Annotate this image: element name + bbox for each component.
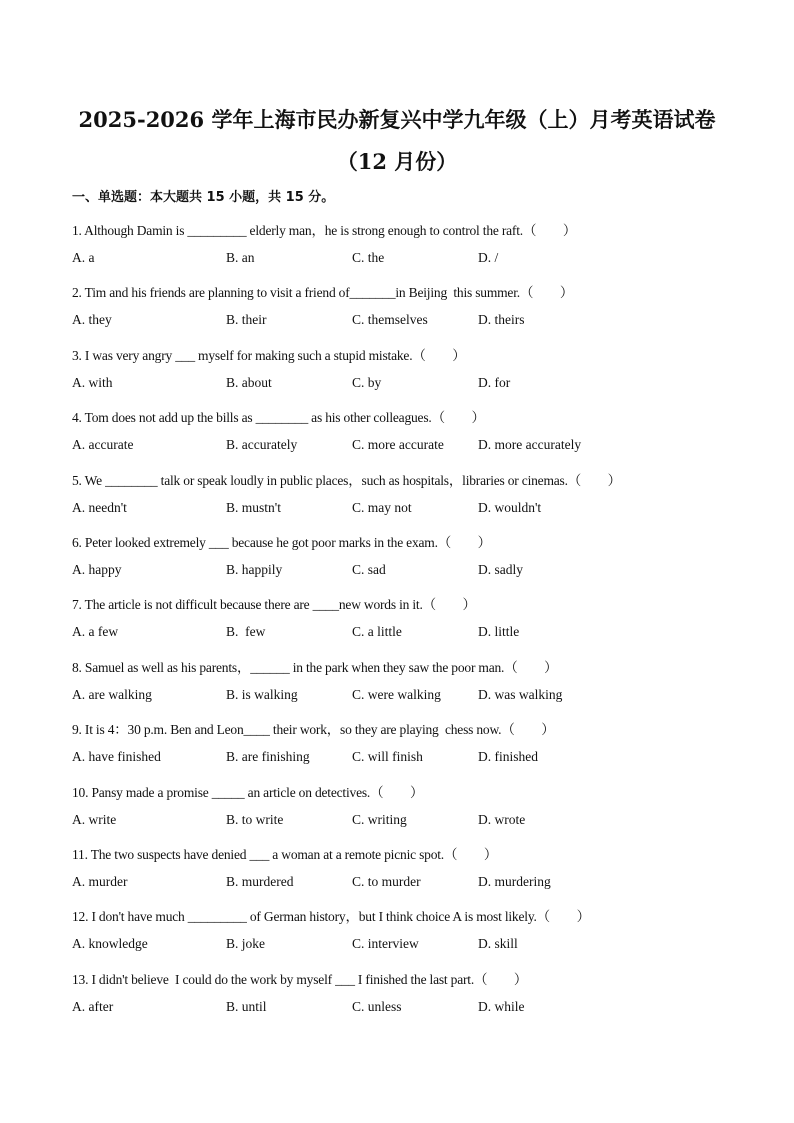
option-a[interactable]: A. with	[72, 375, 113, 390]
option-a[interactable]: A. are walking	[72, 687, 152, 702]
option-b[interactable]: B. few	[226, 624, 266, 639]
option-row	[72, 749, 752, 767]
option-b[interactable]: B. to write	[226, 812, 284, 827]
option-row	[72, 312, 752, 330]
option-d[interactable]: D. more accurately	[478, 437, 582, 452]
option-row	[72, 687, 752, 705]
option-b[interactable]: B. about	[226, 375, 272, 390]
option-d[interactable]: D. skill	[478, 936, 518, 951]
option-d[interactable]: D. little	[478, 624, 520, 639]
option-c[interactable]: C. may not	[352, 500, 412, 515]
option-a[interactable]: A. they	[72, 312, 112, 327]
question-text: 2. Tim and his friends are planning to visit a friend of_______in Beijing this summer.（ ）	[72, 285, 574, 300]
option-c[interactable]: C. writing	[352, 812, 407, 827]
option-b[interactable]: B. their	[226, 312, 267, 327]
option-a[interactable]: A. accurate	[72, 437, 134, 452]
option-a[interactable]: A. knowledge	[72, 936, 148, 951]
option-c[interactable]: C. will finish	[352, 749, 423, 764]
option-row	[72, 250, 752, 268]
option-a[interactable]: A. needn't	[72, 500, 127, 515]
question-text: 3. I was very angry ___ myself for making such a stupid mistake.（ ）	[72, 348, 466, 363]
exam-title: 2025-2026 学年上海市民办新复兴中学九年级（上）月考英语试卷	[78, 107, 716, 132]
option-row	[72, 624, 752, 642]
option-d[interactable]: D. theirs	[478, 312, 525, 327]
question-text: 6. Peter looked extremely ___ because he got poor marks in the exam.（ ）	[72, 535, 491, 550]
option-a[interactable]: A. happy	[72, 562, 122, 577]
option-c[interactable]: C. themselves	[352, 312, 428, 327]
option-b[interactable]: B. is walking	[226, 687, 298, 702]
option-d[interactable]: D. while	[478, 999, 525, 1014]
option-row	[72, 874, 752, 892]
option-row	[72, 437, 752, 455]
option-b[interactable]: B. mustn't	[226, 500, 281, 515]
question-text: 10. Pansy made a promise _____ an article on detectives.（ ）	[72, 785, 424, 800]
option-d[interactable]: D. /	[478, 250, 499, 265]
question-text: 9. It is 4：30 p.m. Ben and Leon____ their work，so they are playing chess now.（ ）	[72, 722, 555, 737]
option-b[interactable]: B. joke	[226, 936, 265, 951]
option-a[interactable]: A. a	[72, 250, 95, 265]
option-row	[72, 375, 752, 393]
option-row	[72, 562, 752, 580]
exam-subtitle: （12 月份）	[336, 149, 458, 174]
option-d[interactable]: D. finished	[478, 749, 538, 764]
question-text: 7. The article is not difficult because there are ____new words in it.（ ）	[72, 597, 476, 612]
option-row	[72, 999, 752, 1017]
option-row	[72, 812, 752, 830]
option-d[interactable]: D. murdering	[478, 874, 551, 889]
option-a[interactable]: A. have finished	[72, 749, 161, 764]
option-c[interactable]: C. the	[352, 250, 385, 265]
option-c[interactable]: C. sad	[352, 562, 386, 577]
question-text: 5. We ________ talk or speak loudly in public places，such as hospitals，libraries or cinemas.（ ）	[72, 473, 621, 488]
option-b[interactable]: B. murdered	[226, 874, 294, 889]
option-b[interactable]: B. happily	[226, 562, 283, 577]
option-row	[72, 936, 752, 954]
option-d[interactable]: D. sadly	[478, 562, 523, 577]
option-d[interactable]: D. wouldn't	[478, 500, 542, 515]
option-c[interactable]: C. unless	[352, 999, 402, 1014]
option-a[interactable]: A. a few	[72, 624, 119, 639]
question-text: 1. Although Damin is _________ elderly man，he is strong enough to control the raft.（ ）	[72, 223, 577, 238]
option-c[interactable]: C. interview	[352, 936, 419, 951]
option-a[interactable]: A. after	[72, 999, 114, 1014]
question-text: 4. Tom does not add up the bills as ________ as his other colleagues.（ ）	[72, 410, 485, 425]
question-text: 11. The two suspects have denied ___ a woman at a remote picnic spot.（ ）	[72, 847, 498, 862]
option-d[interactable]: D. for	[478, 375, 511, 390]
option-b[interactable]: B. are finishing	[226, 749, 310, 764]
option-a[interactable]: A. murder	[72, 874, 128, 889]
option-c[interactable]: C. a little	[352, 624, 402, 639]
section-heading: 一、单选题：本大题共 15 小题，共 15 分。	[72, 190, 335, 205]
question-text: 13. I didn't believe I could do the work by myself ___ I finished the last part.（ ）	[72, 972, 528, 987]
option-c[interactable]: C. were walking	[352, 687, 441, 702]
question-text: 8. Samuel as well as his parents，______ in the park when they saw the poor man.（ ）	[72, 660, 558, 675]
option-d[interactable]: D. wrote	[478, 812, 526, 827]
option-a[interactable]: A. write	[72, 812, 117, 827]
question-text: 12. I don't have much _________ of German history，but I think choice A is most likely.（ ）	[72, 909, 590, 924]
option-c[interactable]: C. more accurate	[352, 437, 444, 452]
option-c[interactable]: C. by	[352, 375, 382, 390]
option-row	[72, 500, 752, 518]
option-c[interactable]: C. to murder	[352, 874, 421, 889]
option-b[interactable]: B. accurately	[226, 437, 298, 452]
option-b[interactable]: B. until	[226, 999, 267, 1014]
option-d[interactable]: D. was walking	[478, 687, 563, 702]
option-b[interactable]: B. an	[226, 250, 255, 265]
